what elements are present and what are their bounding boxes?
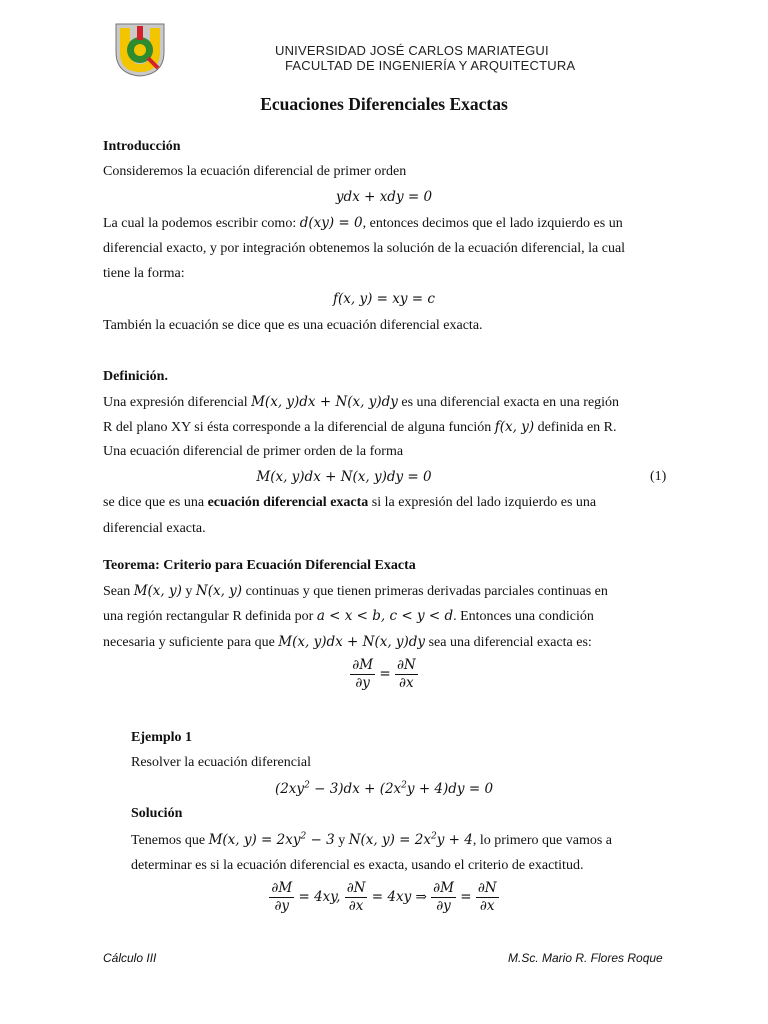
- university-logo: [110, 22, 170, 78]
- theorem-line-1: Sean M(x, y) y N(x, y) continuas y que tienen primeras derivadas parciales continuas en: [103, 583, 608, 599]
- intro-equation-2: f(x, y) = xy = c: [333, 291, 435, 307]
- intro-line-2: La cual la podemos escribir como: d(xy) = 0, entonces decimos que el lado izquierdo es un: [103, 215, 623, 231]
- definition-line-4: se dice que es una ecuación diferencial exacta si la expresión del lado izquierdo es una: [103, 495, 597, 510]
- intro-line-1: Consideremos la ecuación diferencial de primer orden: [103, 164, 407, 179]
- theorem-line-3: necesaria y suficiente para que M(x, y)dx + N(x, y)dy sea una diferencial exacta es:: [103, 634, 592, 650]
- page-title: Ecuaciones Diferenciales Exactas: [260, 94, 508, 114]
- example-equation: $(2xy^2 - 3)dx + (2x^2y + 4)dy = 0$: [274, 780, 494, 797]
- faculty-name: FACULTAD DE INGENIERÍA Y ARQUITECTURA: [285, 58, 576, 73]
- solution-line-1: Tenemos que M(x, $y) = 2xy^2 - 3$ y N(x, $y) = 2x^2y + 4$, lo primero que vamos a: [131, 831, 612, 848]
- intro-line-4: tiene la forma:: [103, 266, 185, 281]
- definition-line-3: Una ecuación diferencial de primer orden de la forma: [103, 444, 404, 459]
- university-name: UNIVERSIDAD JOSÉ CARLOS MARIATEGUI: [275, 43, 549, 58]
- definition-line-2: R del plano XY si ésta corresponde a la diferencial de alguna función f(x, y) definida en R.: [103, 419, 617, 435]
- solution-line-2: determinar es si la ecuación diferencial es exacta, usando el criterio de exactitud.: [131, 858, 584, 873]
- equation-number: (1): [650, 469, 667, 484]
- definition-line-1: Una expresión diferencial M(x, y)dx + N(x, y)dy es una diferencial exacta en una región: [103, 394, 620, 410]
- solution-heading: Solución: [131, 806, 183, 821]
- example-heading: Ejemplo 1: [131, 730, 193, 745]
- theorem-criterion: $\frac{\partial M}{\partial y}$ = $\frac{\partial N}{\partial x}$: [352, 657, 416, 691]
- intro-line-5: También la ecuación se dice que es una ecuación diferencial exacta.: [103, 318, 483, 333]
- intro-heading: Introducción: [103, 139, 181, 154]
- solution-derivatives: $\frac{\partial M}{\partial y}$ = 4xy, $\frac{\partial N}{\partial x}$ = 4xy ⇒ $\frac{\partial M}{\partial y}$ = $\frac{\partial N}{\partial x}$: [271, 880, 497, 914]
- footer-author: M.Sc. Mario R. Flores Roque: [508, 951, 663, 965]
- definition-equation: M(x, y)dx + N(x, y)dy = 0: [256, 469, 432, 485]
- intro-line-3: diferencial exacto, y por integración obtenemos la solución de la ecuación diferencial, la cual: [103, 241, 626, 256]
- theorem-heading: Teorema: Criterio para Ecuación Diferencial Exacta: [103, 558, 416, 573]
- intro-equation-1: ydx + xdy = 0: [335, 189, 433, 205]
- definition-line-5: diferencial exacta.: [103, 521, 206, 536]
- definition-heading: Definición.: [103, 369, 168, 384]
- example-line-1: Resolver la ecuación diferencial: [131, 755, 311, 770]
- footer-course: Cálculo III: [103, 951, 157, 965]
- theorem-line-2: una región rectangular R definida por a < x < b, c < y < d. Entonces una condición: [103, 608, 594, 624]
